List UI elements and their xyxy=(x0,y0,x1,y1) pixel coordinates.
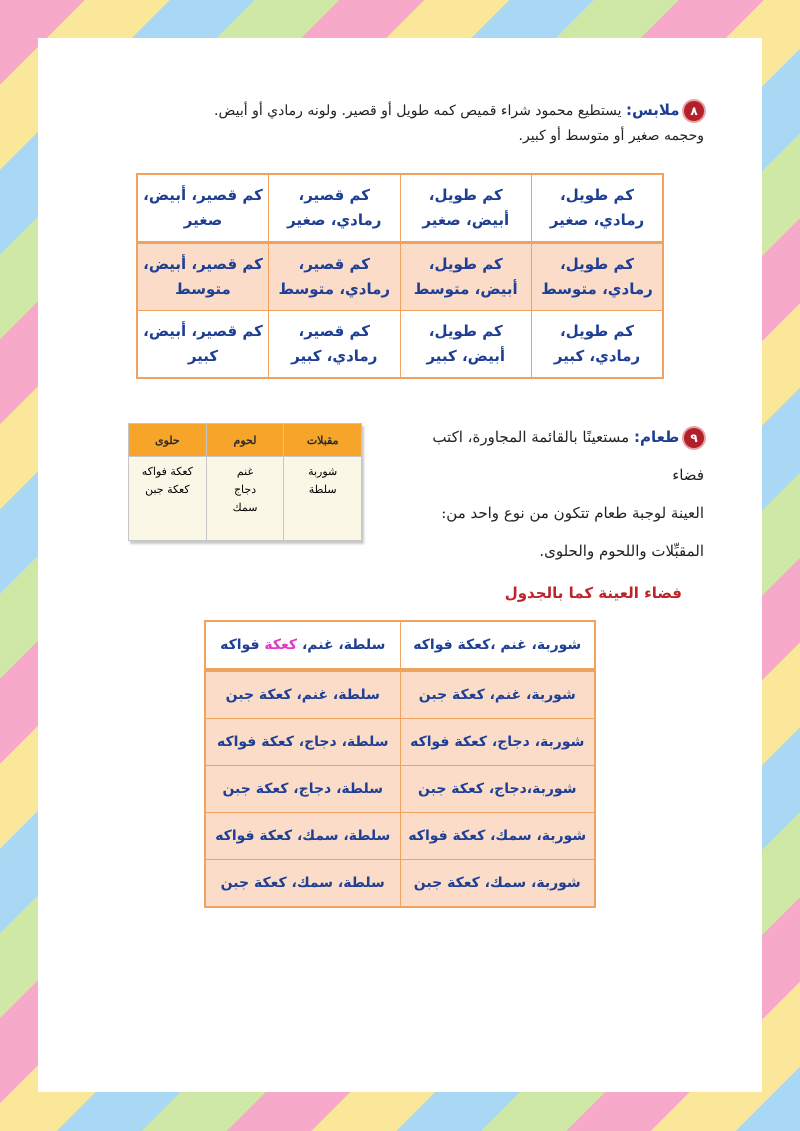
question-text-line-2: العينة لوجبة طعام تتكون من نوع واحد من: xyxy=(441,504,704,522)
sample-space-heading: فضاء العينة كما بالجدول xyxy=(504,584,682,602)
table-cell: شوربة، سمك، كعكة فواكه xyxy=(400,813,595,860)
food-menu-table xyxy=(128,423,362,541)
table-row xyxy=(205,719,595,766)
table-cell: كم قصير، رمادي، متوسط xyxy=(269,243,401,311)
table-cell: كم طويل، أبيض، متوسط xyxy=(400,243,532,311)
question-9 xyxy=(404,418,704,570)
table-cell: سلطة، دجاج، كعكة جبن xyxy=(205,766,400,813)
table-cell: شوربة، سمك، كعكة جبن xyxy=(400,860,595,908)
table-cell: سلطة، غنم، كعكة جبن xyxy=(205,670,400,719)
question-text-line-1: مستعينًا بالقائمة المجاورة، اكتب فضاء xyxy=(432,428,704,484)
menu-column-appetizers: شوربة سلطة xyxy=(284,457,362,541)
question-number-badge: ٩ xyxy=(684,428,704,448)
table-cell: كم قصير، أبيض، صغير xyxy=(137,174,269,243)
table-cell: كم طويل، أبيض، صغير xyxy=(400,174,532,243)
worksheet-page xyxy=(38,38,762,1092)
table-cell: شوربة، غنم ،كعكة فواكه xyxy=(400,621,595,670)
question-title: ملابس: xyxy=(626,101,680,119)
table-row xyxy=(205,766,595,813)
table-cell: سلطة، غنم، كعكة فواكه xyxy=(205,621,400,670)
menu-header-row xyxy=(129,424,362,457)
table-cell: كم قصير، رمادي، كبير xyxy=(269,311,401,379)
menu-items-row xyxy=(129,457,362,541)
table-cell: كم قصير، رمادي، صغير xyxy=(269,174,401,243)
table-cell: شوربة، دجاج، كعكة فواكه xyxy=(400,719,595,766)
clothes-outcomes-table xyxy=(136,173,664,379)
question-text-line-1: يستطيع محمود شراء قميص كمه طويل أو قصير. ولونه رمادي أو أبيض. xyxy=(214,103,622,119)
table-cell: كم طويل، أبيض، كبير xyxy=(400,311,532,379)
table-row xyxy=(137,174,663,243)
menu-column-desserts: كعكة فواكه كعكة جبن xyxy=(129,457,207,541)
table-row xyxy=(205,670,595,719)
sample-space-table xyxy=(204,620,596,908)
table-row xyxy=(205,813,595,860)
question-text-line-2: وحجمه صغير أو متوسط أو كبير. xyxy=(518,128,704,144)
table-cell: سلطة، سمك، كعكة جبن xyxy=(205,860,400,908)
highlighted-word: كعكة xyxy=(264,637,298,653)
table-row xyxy=(205,621,595,670)
menu-header-appetizers: مقبلات xyxy=(284,424,362,457)
table-cell: كم طويل، رمادي، متوسط xyxy=(532,243,664,311)
table-row xyxy=(137,243,663,311)
question-8 xyxy=(84,98,704,149)
table-row xyxy=(137,311,663,379)
table-cell: شوربة،دجاج، كعكة جبن xyxy=(400,766,595,813)
table-row xyxy=(205,860,595,908)
menu-header-desserts: حلوى xyxy=(129,424,207,457)
table-cell: كم قصير، أبيض، كبير xyxy=(137,311,269,379)
question-text-line-3: المقبِّلات واللحوم والحلوى. xyxy=(539,542,704,560)
menu-column-meats: غنم دجاج سمك xyxy=(206,457,284,541)
table-cell: كم طويل، رمادي، صغير xyxy=(532,174,664,243)
question-number-badge: ٨ xyxy=(684,101,704,121)
table-cell: كم طويل، رمادي، كبير xyxy=(532,311,664,379)
table-cell: شوربة، غنم، كعكة جبن xyxy=(400,670,595,719)
table-cell: كم قصير، أبيض، متوسط xyxy=(137,243,269,311)
question-title: طعام: xyxy=(633,428,680,446)
menu-header-meats: لحوم xyxy=(206,424,284,457)
table-cell: سلطة، سمك، كعكة فواكه xyxy=(205,813,400,860)
table-cell: سلطة، دجاج، كعكة فواكه xyxy=(205,719,400,766)
